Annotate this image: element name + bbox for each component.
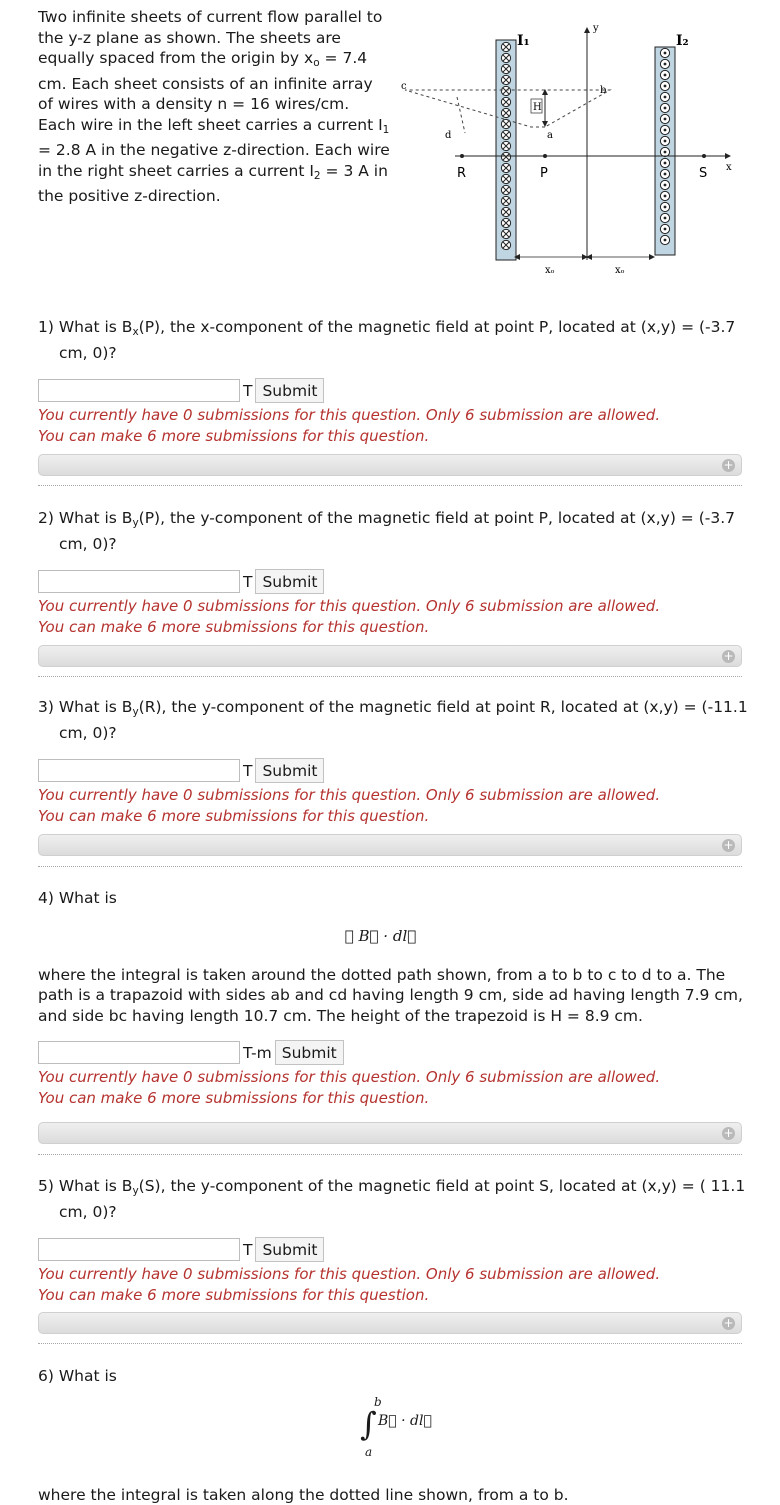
label-a: a <box>547 130 553 141</box>
answer-input-4[interactable] <box>38 1041 240 1064</box>
hint-toggle-bar-1[interactable] <box>38 454 742 476</box>
unit-label: T <box>243 1240 253 1259</box>
question-6: 6) What is b ∫ B⃗ · dl⃗ a where the integral is taken along the dotted line shown, from a to b. <box>38 1366 753 1505</box>
submit-button-5[interactable]: Submit <box>255 1237 324 1262</box>
label-H: H <box>533 102 542 113</box>
current-sheets-figure <box>395 15 755 285</box>
question-5: 5) What is $B_y(S)$, the y-component of the magnetic field at point S, located at (x,y) = ( 11.1 cm, 0)? T Submit You currently have 0 submissions for this question. Only 6 submission are allowed. You can make 6 more submissions for this question. <box>38 1176 753 1305</box>
submit-button-3[interactable]: Submit <box>255 758 324 783</box>
submit-button-4[interactable]: Submit <box>275 1040 344 1065</box>
label-b: b <box>600 85 607 96</box>
problem-statement: Two infinite sheets of current flow parallel to the y-z plane as shown. The sheets are equally spaced from the origin by $x_o = 7.4$ cm. Each sheet consists of an infinite array of wires with a density n = 16 wires/cm. Each wire in the left sheet carries a current $I_1 = 2.8$ A in the negative z-direction. Each wire in the right sheet carries a current $I_2 = 3$ A in the positive z-direction. <box>38 8 390 205</box>
unit-label: T <box>243 761 253 780</box>
divider <box>38 676 742 677</box>
unit-label: T <box>243 572 253 591</box>
submission-notice: You currently have 0 submissions for this question. Only 6 submission are allowed. You can make 6 more submissions for this question. <box>38 1265 661 1304</box>
label-I1: I₁ <box>517 33 530 49</box>
hint-toggle-bar-2[interactable] <box>38 645 742 667</box>
label-I2: I₂ <box>676 33 689 49</box>
answer-input-5[interactable] <box>38 1238 240 1261</box>
submission-notice: You currently have 0 submissions for this question. Only 6 submission are allowed. You can make 6 more submissions for this question. <box>38 406 661 445</box>
point-S <box>702 154 706 158</box>
closed-line-integral: ∮ B⃗ · dl⃗ <box>344 926 417 945</box>
unit-label: T-m <box>243 1043 272 1062</box>
label-P: P <box>540 166 548 181</box>
line-integral: b ∫ B⃗ · dl⃗ a <box>360 1394 432 1459</box>
unit-label: T <box>243 381 253 400</box>
submit-button-1[interactable]: Submit <box>255 378 324 403</box>
question-2: 2) What is $B_y(P)$, the y-component of the magnetic field at point P, located at (x,y) = (-3.7 cm, 0)? T Submit You currently have 0 submissions for this question. Only 6 submission are allowed. You can make 6 more submissions for this question. <box>38 508 753 637</box>
expand-plus-icon[interactable]: + <box>723 838 734 852</box>
label-x0-left: xₒ <box>545 265 555 276</box>
hint-toggle-bar-3[interactable] <box>38 834 742 856</box>
point-R <box>460 154 464 158</box>
answer-input-3[interactable] <box>38 759 240 782</box>
submission-notice: You currently have 0 submissions for this question. Only 6 submission are allowed. You can make 6 more submissions for this question. <box>38 597 661 636</box>
point-P <box>543 154 547 158</box>
label-d: d <box>445 130 452 141</box>
submission-notice: You currently have 0 submissions for this question. Only 6 submission are allowed. You can make 6 more submissions for this question. <box>38 786 661 825</box>
submit-button-2[interactable]: Submit <box>255 569 324 594</box>
divider <box>38 1154 742 1155</box>
submission-notice: You currently have 0 submissions for this question. Only 6 submission are allowed. You can make 6 more submissions for this question. <box>38 1068 661 1107</box>
label-S: S <box>699 166 708 181</box>
expand-plus-icon[interactable]: + <box>723 1126 734 1140</box>
divider <box>38 866 742 867</box>
answer-input-2[interactable] <box>38 570 240 593</box>
divider <box>38 485 742 486</box>
expand-plus-icon[interactable]: + <box>723 1316 734 1330</box>
label-x0-right: xₒ <box>615 265 625 276</box>
answer-input-1[interactable] <box>38 379 240 402</box>
hint-toggle-bar-4[interactable] <box>38 1122 742 1144</box>
expand-plus-icon[interactable]: + <box>723 458 734 472</box>
expand-plus-icon[interactable]: + <box>723 649 734 663</box>
label-c: c <box>401 81 407 92</box>
question-4: 4) What is ∮ B⃗ · dl⃗ where the integral is taken around the dotted path shown, from a to b to c to d to a. The path is a trapazoid with sides ab and cd having length 9 cm, side ad having length 7.9 cm, and side bc having length 10.7 cm. The height of the trapezoid is H = 8.9 cm. T-m Submit You currently have 0 submissions for this question. Only 6 submission are allowed. You can make 6 more submissions for this question. <box>38 888 753 1108</box>
divider <box>38 1343 742 1344</box>
question-3: 3) What is $B_y(R)$, the y-component of the magnetic field at point R, located at (x,y) = (-11.1 cm, 0)? T Submit You currently have 0 submissions for this question. Only 6 submission are allowed. You can make 6 more submissions for this question. <box>38 697 753 826</box>
label-y: y <box>593 23 599 34</box>
label-R: R <box>457 166 467 181</box>
question-1: 1) What is $B_x(P)$, the x-component of the magnetic field at point P, located at (x,y) = (-3.7 cm, 0)? T Submit You currently have 0 submissions for this question. Only 6 submission are allowed. You can make 6 more submissions for this question. <box>38 317 753 446</box>
hint-toggle-bar-5[interactable] <box>38 1312 742 1334</box>
label-x: x <box>726 162 732 173</box>
